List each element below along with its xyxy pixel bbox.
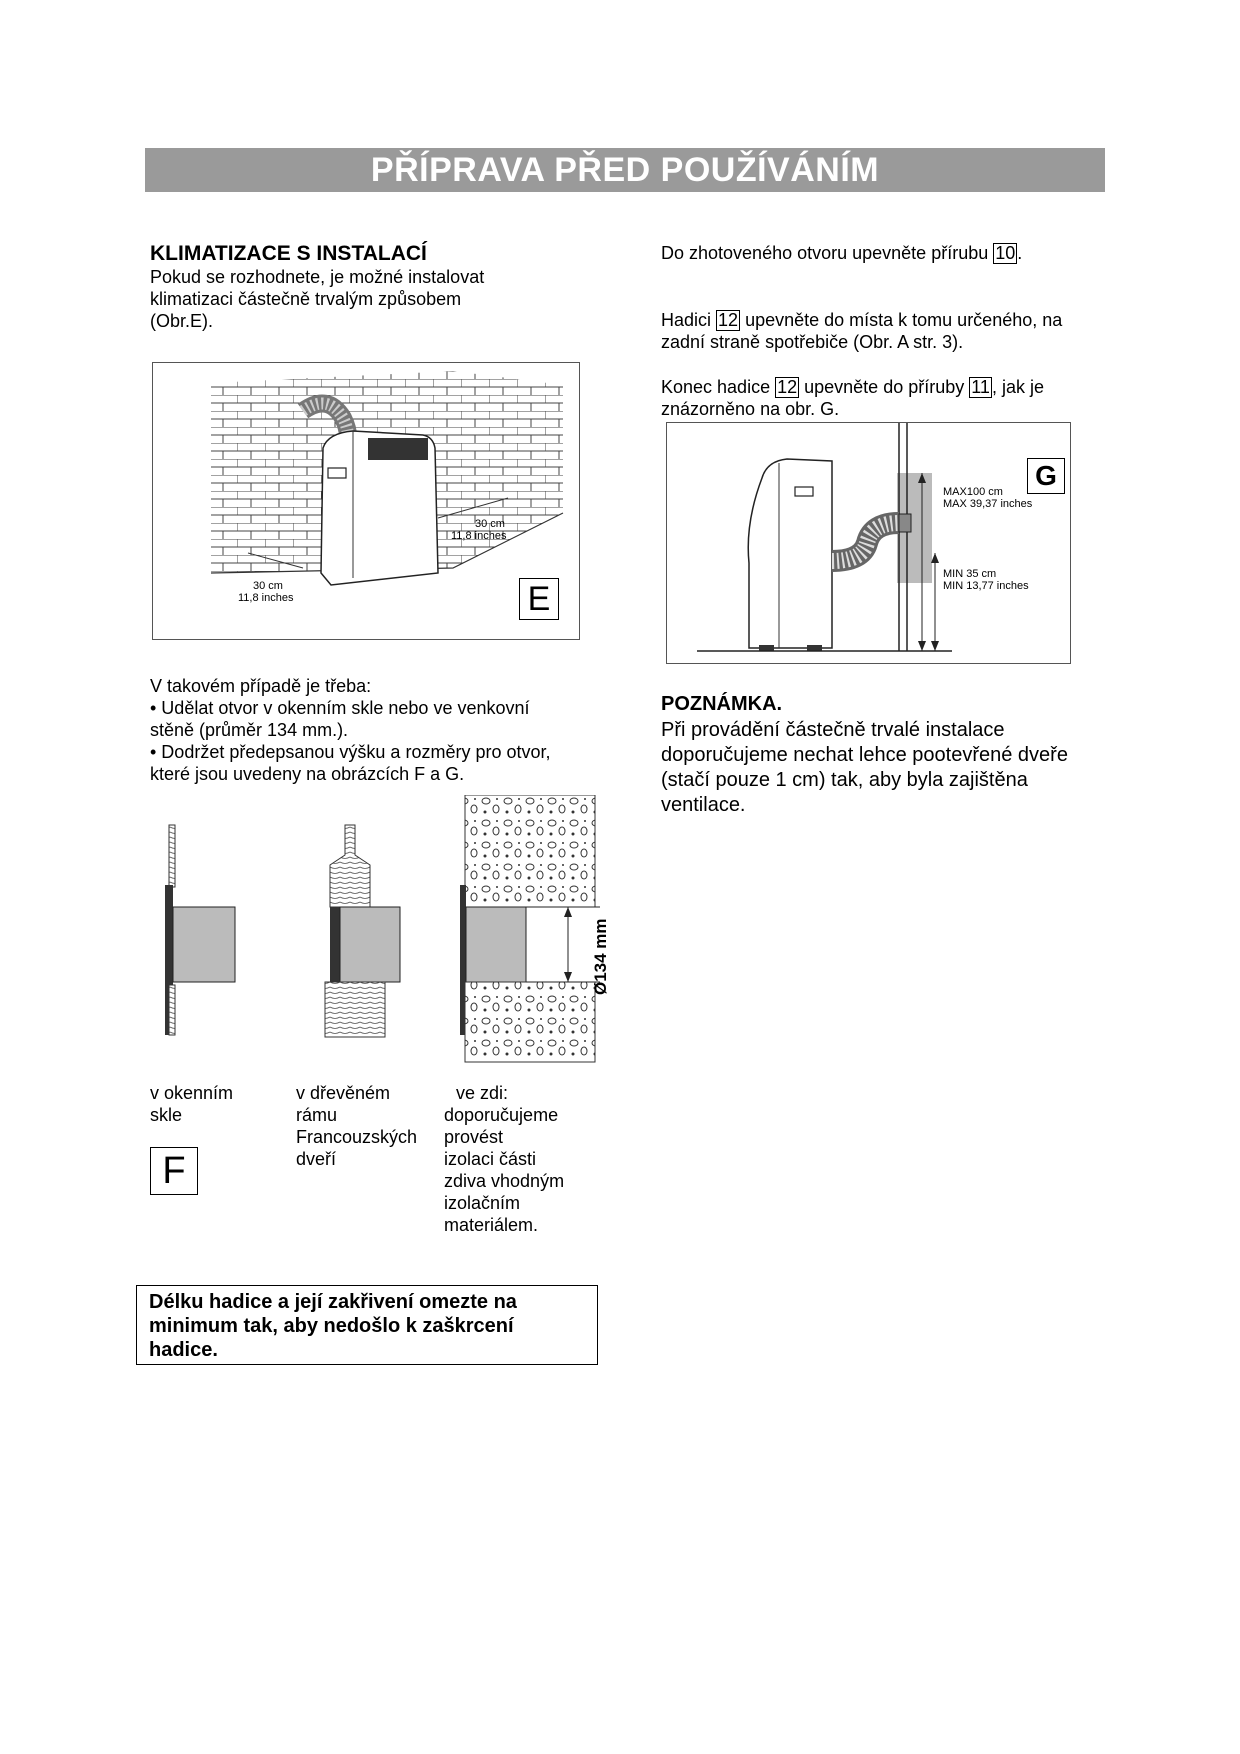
part-number: 12 [718, 310, 739, 330]
fig-e-dim1-in: 11,8 inches [451, 530, 507, 542]
intro-line: (Obr.E). [150, 311, 214, 331]
figure-f-label: F [150, 1147, 198, 1195]
note-line: ventilace. [661, 794, 746, 816]
conditions-text [150, 675, 551, 785]
caption-line: v dřevěném [296, 1083, 391, 1103]
text: upevněte do místa k tomu určeného, na [740, 310, 1063, 330]
conditions-line: stěně (průměr 134 mm.). [150, 720, 349, 740]
note-line: doporučujeme nechat lehce pootevřené dveře [661, 744, 1068, 766]
note-line: (stačí pouze 1 cm) tak, aby byla zajištěna [661, 769, 1028, 791]
warning-text [149, 1290, 517, 1362]
text: znázorněno na obr. G. [661, 399, 840, 419]
text: zadní straně spotřebiče (Obr. A str. 3). [661, 332, 964, 352]
caption-line: v okenním [150, 1083, 234, 1103]
caption-line: skle [150, 1105, 183, 1125]
text: Hadici [661, 310, 717, 330]
warning-line: hadice. [149, 1339, 218, 1361]
conditions-line: V takovém případě je třeba: [150, 676, 372, 696]
text: , jak je [991, 377, 1044, 397]
intro-text [150, 266, 484, 332]
warning-line: minimum tak, aby nedošlo k zaškrcení [149, 1315, 514, 1337]
caption-line: zdiva vhodným [444, 1171, 565, 1191]
fig-f-caption-3 [444, 1082, 564, 1236]
intro-line: Pokud se rozhodnete, je možné instalovat [150, 267, 485, 287]
caption-line: dveří [296, 1149, 337, 1169]
intro-line: klimatizaci částečně trvalým způsobem [150, 289, 462, 309]
text: Do zhotoveného otvoru upevněte přírubu [661, 243, 994, 263]
caption-line: doporučujeme [444, 1105, 559, 1125]
figure-e [152, 362, 580, 640]
caption-line: provést [444, 1127, 504, 1147]
part-number: 12 [777, 377, 798, 397]
warning-line: Délku hadice a její zakřivení omezte na [149, 1291, 517, 1313]
part-number: 10 [995, 243, 1016, 263]
fig-g-min-cm: MIN 35 cm [943, 568, 997, 580]
figure-f-illustration [150, 795, 620, 1085]
text: Konec hadice [661, 377, 776, 397]
text: upevněte do příruby [799, 377, 970, 397]
figure-e-label: E [519, 578, 559, 620]
warning-box [136, 1285, 598, 1365]
fig-e-dim2-cm: 30 cm [253, 580, 283, 592]
instruction-flange [661, 242, 1022, 264]
figure-e-illustration [153, 363, 579, 639]
fig-g-max-cm: MAX100 cm [943, 486, 1003, 498]
instruction-hose-end [661, 376, 1044, 420]
figure-g [666, 422, 1071, 664]
caption-line: Francouzských [296, 1127, 418, 1147]
caption-line: rámu [296, 1105, 338, 1125]
fig-g-max-in: MAX 39,37 inches [943, 498, 1033, 510]
fig-e-dim1-cm: 30 cm [475, 518, 505, 530]
fig-e-dim2-in: 11,8 inches [238, 592, 294, 604]
conditions-line: • Udělat otvor v okenním skle nebo ve venkovní [150, 698, 530, 718]
note-text [661, 718, 1068, 818]
note-line: Při provádění částečně trvalé instalace [661, 719, 1005, 741]
text: . [1017, 243, 1023, 263]
caption-line: izolačním [444, 1193, 521, 1213]
page-title: PŘÍPRAVA PŘED POUŽÍVÁNÍM [145, 148, 1105, 192]
figure-g-label: G [1027, 458, 1065, 494]
fig-f-caption-1 [150, 1082, 233, 1126]
fig-g-min-in: MIN 13,77 inches [943, 580, 1029, 592]
section-heading: KLIMATIZACE S INSTALACÍ [150, 242, 427, 265]
caption-line: materiálem. [444, 1215, 539, 1235]
fig-f-caption-2 [296, 1082, 417, 1170]
fig-f-dim-label: Ø134 mm [591, 918, 610, 995]
part-number: 11 [971, 377, 990, 397]
note-heading: POZNÁMKA. [661, 693, 783, 715]
conditions-line: které jsou uvedeny na obrázcích F a G. [150, 764, 465, 784]
figure-g-illustration [667, 423, 1070, 663]
instruction-hose [661, 309, 1062, 353]
conditions-line: • Dodržet předepsanou výšku a rozměry pro otvor, [150, 742, 551, 762]
caption-line: izolaci části [444, 1149, 537, 1169]
caption-line: ve zdi: [456, 1083, 509, 1103]
